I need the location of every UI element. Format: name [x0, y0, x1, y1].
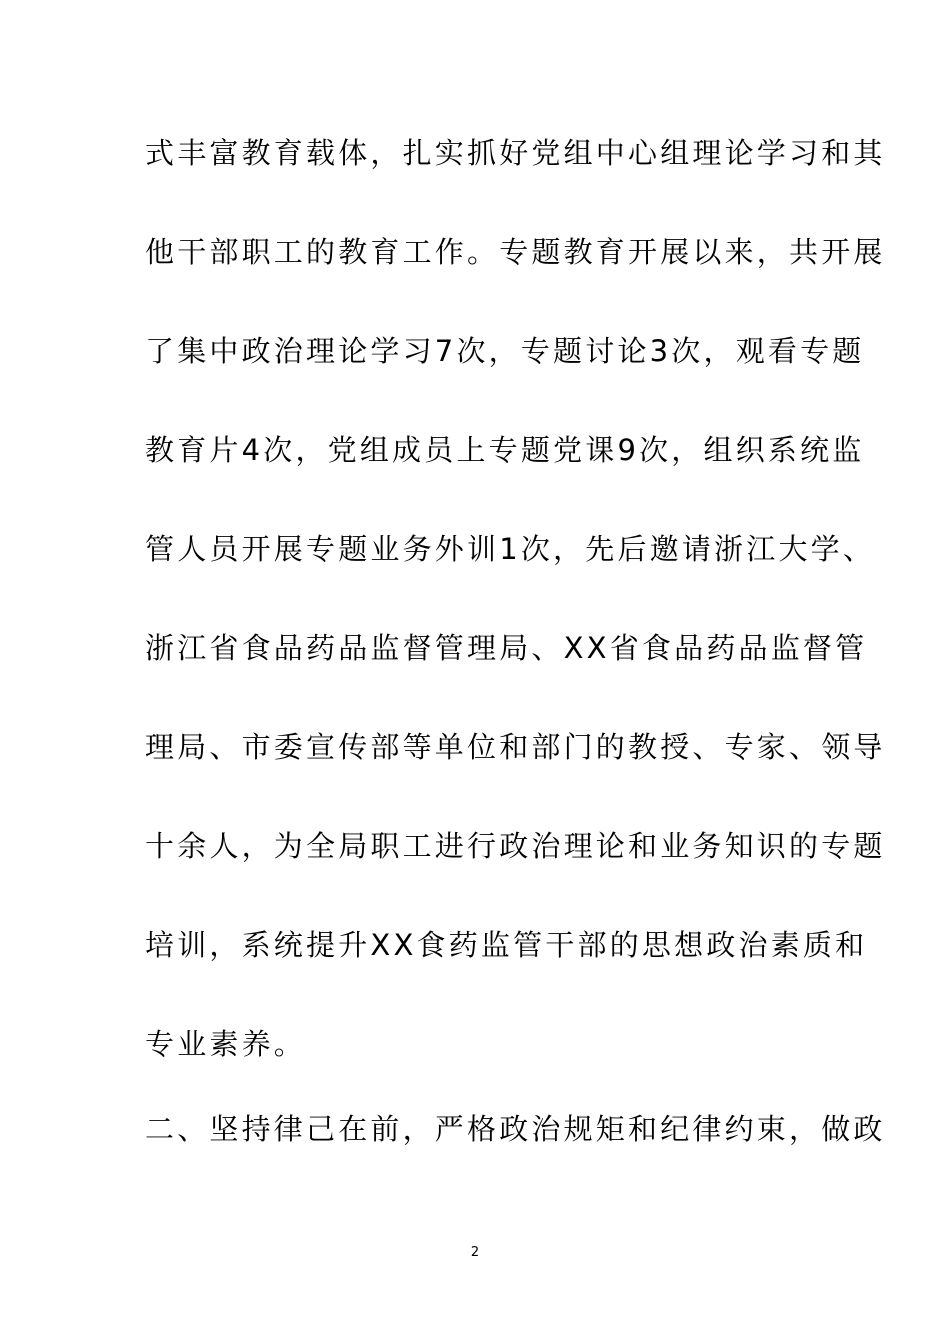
body-text-line-7: 理局、市委宣传部等单位和部门的教授、专家、领导	[145, 730, 886, 764]
body-text-line-4: 教育片4次，党组成员上专题党课9次，组织系统监	[145, 433, 865, 467]
body-text-line-1: 式丰富教育载体，扎实抓好党组中心组理论学习和其	[145, 136, 886, 170]
body-text-line-9: 培训，系统提升XX食药监管干部的思想政治素质和	[145, 928, 868, 962]
body-text-line-2: 他干部职工的教育工作。专题教育开展以来，共开展	[145, 235, 886, 269]
body-text-line-5: 管人员开展专题业务外训1次，先后邀请浙江大学、	[145, 532, 876, 566]
body-text-line-10: 专业素养。	[145, 1027, 307, 1061]
section-heading-line: 二、坚持律己在前，严格政治规矩和纪律约束，做政	[145, 1112, 886, 1146]
body-text-line-8: 十余人，为全局职工进行政治理论和业务知识的专题	[145, 829, 886, 863]
body-text-line-6: 浙江省食品药品监督管理局、XX省食品药品监督管	[145, 631, 868, 665]
body-text-line-3: 了集中政治理论学习7次，专题讨论3次，观看专题	[145, 334, 865, 368]
page-number: 2	[470, 1245, 480, 1260]
